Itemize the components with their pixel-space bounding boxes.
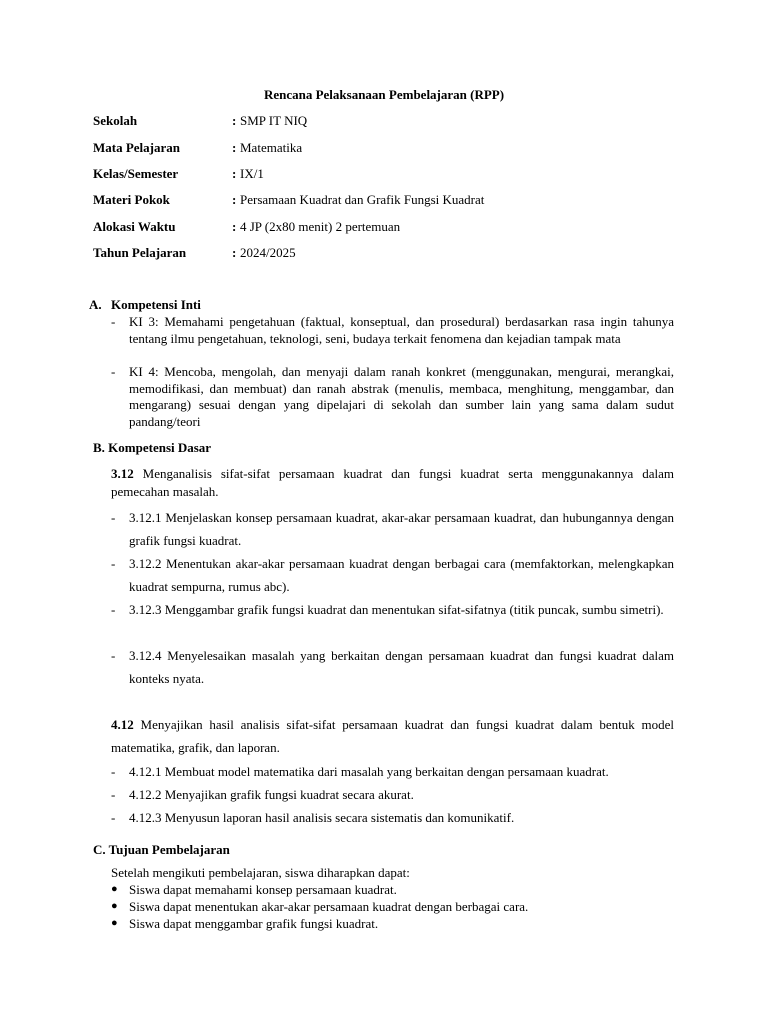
dash-marker: - <box>111 764 116 779</box>
goal-item <box>111 881 397 898</box>
kd-code: 3.12 <box>111 466 134 481</box>
info-colon: : <box>232 245 237 260</box>
kd-text: Menyajikan hasil analisis sifat-sifat persamaan kuadrat dan fungsi kuadrat dalam bentuk model matematika, grafik, dan laporan. <box>111 717 674 755</box>
dash-marker: - <box>111 314 116 329</box>
info-value: SMP IT NIQ <box>240 113 308 128</box>
bullet-marker: ● <box>111 917 118 929</box>
kd-text: Menganalisis sifat-sifat persamaan kuadrat dan fungsi kuadrat serta menggunakannya dalam pemecahan masalah. <box>111 466 674 499</box>
info-value: Matematika <box>240 140 303 155</box>
goal-text: Siswa dapat memahami konsep persamaan kuadrat. <box>129 882 397 897</box>
goal-item <box>111 915 378 932</box>
indicator-item <box>111 806 674 829</box>
info-colon: : <box>232 166 237 181</box>
indicator-item <box>111 760 674 783</box>
kd-4-12 <box>111 713 674 759</box>
section-b-heading: B. Kompetensi Dasar <box>93 440 212 455</box>
info-colon: : <box>232 140 237 155</box>
dash-marker: - <box>111 787 116 802</box>
info-label: Mata Pelajaran <box>93 140 181 155</box>
dash-marker: - <box>111 602 116 617</box>
section-a-heading <box>89 297 201 313</box>
info-value: Persamaan Kuadrat dan Grafik Fungsi Kuadrat <box>240 192 485 207</box>
goal-item <box>111 898 528 915</box>
section-title: Kompetensi Inti <box>111 297 201 312</box>
info-value: 4 JP (2x80 menit) 2 pertemuan <box>240 219 401 234</box>
indicator-text: 4.12.1 Membuat model matematika dari masalah yang berkaitan dengan persamaan kuadrat. <box>129 764 609 779</box>
info-colon: : <box>232 219 237 234</box>
info-label: Tahun Pelajaran <box>93 245 187 260</box>
section-c-heading: C. Tujuan Pembelajaran <box>93 842 230 857</box>
info-label: Materi Pokok <box>93 192 170 207</box>
ki-item <box>111 314 674 347</box>
document-title: Rencana Pelaksanaan Pembelajaran (RPP) <box>263 87 505 102</box>
info-label: Alokasi Waktu <box>93 219 176 234</box>
indicator-item <box>111 644 674 690</box>
goals-intro: Setelah mengikuti pembelajaran, siswa diharapkan dapat: <box>111 865 410 880</box>
indicator-text: 3.12.2 Menentukan akar-akar persamaan kuadrat dengan berbagai cara (memfaktorkan, melengkapkan kuadrat sempurna, rumus abc). <box>129 556 674 594</box>
bullet-marker: ● <box>111 900 118 912</box>
goal-text: Siswa dapat menggambar grafik fungsi kuadrat. <box>129 916 379 931</box>
ki-text: KI 3: Memahami pengetahuan (faktual, konseptual, dan prosedural) berdasarkan rasa ingin tahunya tentang ilmu pengetahuan, teknologi, seni, budaya terkait fenomena dan kejadian tampak mata <box>129 314 674 346</box>
dash-marker: - <box>111 810 116 825</box>
info-value: 2024/2025 <box>240 245 296 260</box>
indicator-item <box>111 552 674 598</box>
indicator-item <box>111 783 674 806</box>
goal-text: Siswa dapat menentukan akar-akar persamaan kuadrat dengan berbagai cara. <box>129 899 529 914</box>
ki-item <box>111 364 674 430</box>
indicator-text: 3.12.3 Menggambar grafik fungsi kuadrat dan menentukan sifat-sifatnya (titik puncak, sumbu simetri). <box>129 602 664 617</box>
dash-marker: - <box>111 556 116 571</box>
indicator-text: 4.12.2 Menyajikan grafik fungsi kuadrat secara akurat. <box>129 787 414 802</box>
dash-marker: - <box>111 364 116 379</box>
info-label: Sekolah <box>93 113 138 128</box>
info-value: IX/1 <box>240 166 264 181</box>
dash-marker: - <box>111 648 116 663</box>
kd-3-12 <box>111 465 674 501</box>
indicator-text: 3.12.1 Menjelaskan konsep persamaan kuadrat, akar-akar persamaan kuadrat, dan hubungannya dengan grafik fungsi kuadrat. <box>129 510 674 548</box>
dash-marker: - <box>111 510 116 525</box>
section-letter: A. <box>89 297 102 312</box>
bullet-marker: ● <box>111 883 118 895</box>
info-colon: : <box>232 113 237 128</box>
kd-code: 4.12 <box>111 717 134 732</box>
indicator-text: 4.12.3 Menyusun laporan hasil analisis secara sistematis dan komunikatif. <box>129 810 515 825</box>
indicator-text: 3.12.4 Menyelesaikan masalah yang berkaitan dengan persamaan kuadrat dan fungsi kuadrat dalam konteks nyata. <box>129 648 674 686</box>
indicator-item <box>111 506 674 552</box>
ki-text: KI 4: Mencoba, mengolah, dan menyaji dalam ranah konkret (menggunakan, mengurai, merangkai, memodifikasi, dan membuat) dan ranah abstrak (menulis, membaca, menghitung, menggambar, dan mengarang) sesuai dengan yang dipelajari di sekolah dan sumber lain yang sama dalam sudut pandang/teori <box>129 364 674 429</box>
indicator-item <box>111 598 674 621</box>
info-colon: : <box>232 192 237 207</box>
info-label: Kelas/Semester <box>93 166 179 181</box>
